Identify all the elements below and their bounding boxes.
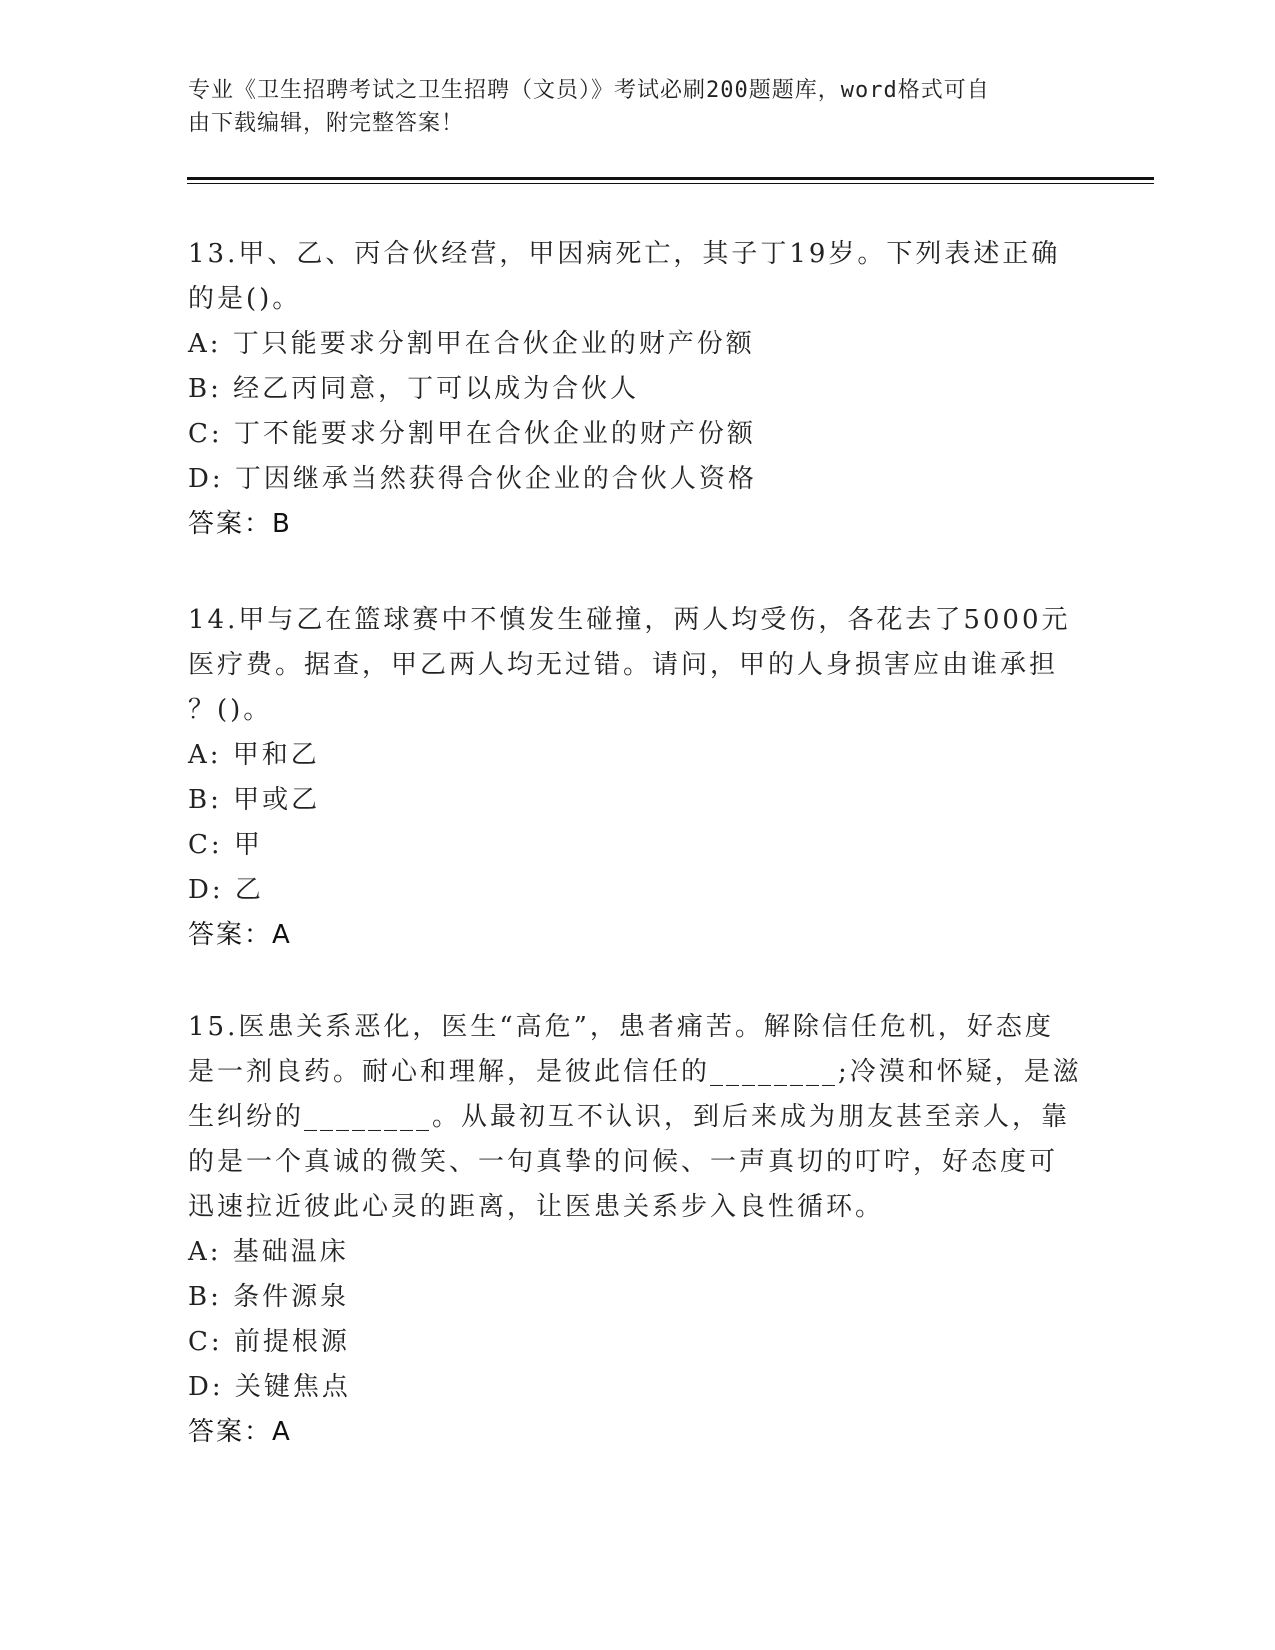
- question-14: [188, 598, 1088, 958]
- question-stem-line: 15.医患关系恶化，医生“高危”，患者痛苦。解除信任危机，好态度: [188, 1012, 1054, 1042]
- option-a: A: 基础温床: [188, 1237, 349, 1267]
- option-c: C: 甲: [188, 830, 263, 860]
- answer-line: 答案：B: [188, 509, 292, 539]
- option-b: B: 经乙丙同意，丁可以成为合伙人: [188, 374, 640, 404]
- question-stem-line: 医疗费。据查，甲乙两人均无过错。请问，甲的人身损害应由谁承担: [188, 650, 1059, 680]
- question-stem-line: 13.甲、乙、丙合伙经营，甲因病死亡，其子丁19岁。下列表述正确: [188, 239, 1061, 269]
- option-d: D: 关键焦点: [188, 1372, 351, 1402]
- question-stem-line: 的是一个真诚的微笑、一句真挚的问候、一声真切的叮咛，好态度可: [188, 1147, 1059, 1177]
- question-stem-line: ？()。: [188, 695, 273, 725]
- header-line-2: 由下载编辑，附完整答案！: [188, 111, 465, 136]
- question-13: [188, 232, 1088, 547]
- answer-line: 答案：A: [188, 1417, 292, 1447]
- option-a: A: 丁只能要求分割甲在合伙企业的财产份额: [188, 329, 755, 359]
- option-d: D: 乙: [188, 875, 264, 905]
- option-d: D: 丁因继承当然获得合伙企业的合伙人资格: [188, 464, 757, 494]
- header-divider-thick: [187, 177, 1154, 180]
- option-c: C: 丁不能要求分割甲在合伙企业的财产份额: [188, 419, 756, 449]
- option-c: C: 前提根源: [188, 1327, 350, 1357]
- option-a: A: 甲和乙: [188, 740, 320, 770]
- question-15: [188, 1005, 1088, 1455]
- question-stem-line: 迅速拉近彼此心灵的距离，让医患关系步入良性循环。: [188, 1192, 885, 1222]
- question-stem-line: 是一剂良药。耐心和理解，是彼此信任的________;冷漠和怀疑，是滋: [188, 1057, 1082, 1087]
- answer-line: 答案：A: [188, 920, 292, 950]
- option-b: B: 条件源泉: [188, 1282, 350, 1312]
- question-stem-line: 的是()。: [188, 284, 302, 314]
- option-b: B: 甲或乙: [188, 785, 321, 815]
- question-stem-line: 生纠纷的________。从最初互不认识，到后来成为朋友甚至亲人，靠: [188, 1102, 1071, 1132]
- header-line-1: 专业《卫生招聘考试之卫生招聘（文员）》考试必刷200题题库，word格式可自: [188, 78, 990, 103]
- question-stem-line: 14.甲与乙在篮球赛中不慎发生碰撞，两人均受伤，各花去了5000元: [188, 605, 1071, 635]
- document-header: [188, 74, 1068, 140]
- header-divider-thin: [187, 183, 1154, 184]
